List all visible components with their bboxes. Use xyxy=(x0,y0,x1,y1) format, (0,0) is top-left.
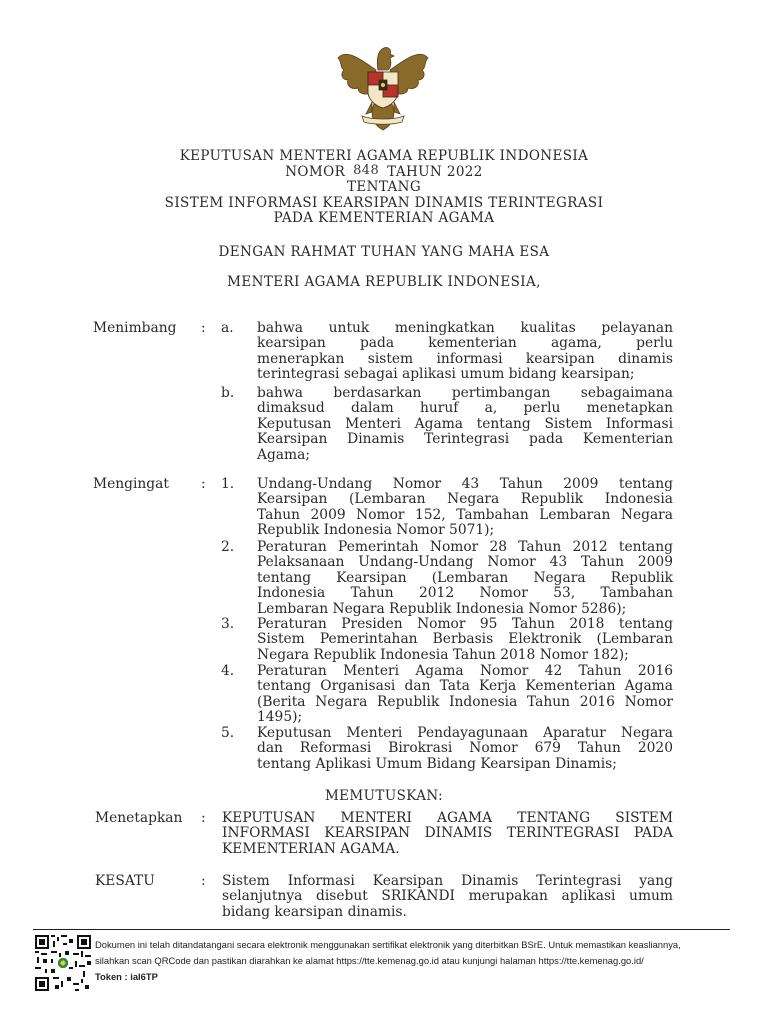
text-line: KEPUTUSAN MENTERI AGAMA TENTANG SISTEM xyxy=(222,810,673,826)
mengingat-item-3 xyxy=(257,617,673,663)
mengingat-marker-1: 1. xyxy=(221,476,235,492)
text-line: selanjutnya disebut SRIKANDI merupakan aplikasi umum xyxy=(222,888,673,905)
text-line: Peraturan Presiden Nomor 95 Tahun 2018 tentang xyxy=(257,616,673,632)
mengingat-item-4 xyxy=(257,664,673,726)
text-line: dan Reformasi Birokrasi Nomor 679 Tahun 2020 xyxy=(257,740,673,757)
mengingat-marker-2: 2. xyxy=(221,539,235,555)
text-line: menerapkan sistem informasi kearsipan dinamis xyxy=(257,350,673,367)
mengingat-label: Mengingat xyxy=(93,476,169,492)
text-line: Agama; xyxy=(257,446,310,463)
mengingat-marker-5: 5. xyxy=(221,725,235,741)
text-line: Pelaksanaan Undang-Undang Nomor 43 Tahun 2009 xyxy=(257,554,673,571)
mengingat-colon: : xyxy=(201,476,206,492)
text-line: Lembaran Negara Republik Indonesia Nomor 5286); xyxy=(257,600,627,617)
footer-divider xyxy=(33,929,730,930)
menetapkan-label: Menetapkan xyxy=(95,810,183,826)
text-line: (Berita Negara Republik Indonesia Tahun 2016 Nomor xyxy=(257,693,673,710)
tahun-label: TAHUN 2022 xyxy=(387,163,483,180)
text-line: bahwa berdasarkan pertimbangan sebagaimana xyxy=(257,385,673,401)
text-line: Peraturan Menteri Agama Nomor 42 Tahun 2016 xyxy=(257,663,673,679)
text-line: Kearsipan (Lembaran Negara Republik Indonesia xyxy=(257,491,673,508)
tentang-label: TENTANG xyxy=(346,179,422,195)
signature-notice xyxy=(95,937,755,985)
text-line: tentang Kearsipan (Lembaran Negara Republik xyxy=(257,569,673,586)
text-line: Kearsipan Dinamis Terintegrasi pada Kementerian xyxy=(257,431,673,448)
text-line: Tahun 2009 Nomor 152, Tambahan Lembaran Negara xyxy=(257,506,673,523)
text-line: tentang Aplikasi Umum Bidang Kearsipan Dinamis; xyxy=(257,755,617,772)
mengingat-item-2 xyxy=(257,540,673,617)
subject-line-2: PADA KEMENTERIAN AGAMA xyxy=(273,210,495,226)
memutuskan-heading: MEMUTUSKAN: xyxy=(324,788,444,804)
text-line: Sistem Pemerintahan Berbasis Elektronik (Lembaran xyxy=(257,631,673,648)
mengingat-marker-3: 3. xyxy=(221,616,235,632)
menimbang-label: Menimbang xyxy=(93,320,177,336)
text-line: KEMENTERIAN AGAMA. xyxy=(222,840,400,857)
mengingat-item-1 xyxy=(257,477,673,539)
text-line: Indonesia Tahun 2012 Nomor 53, Tambahan xyxy=(257,585,673,602)
text-line: Peraturan Pemerintah Nomor 28 Tahun 2012 tentang xyxy=(257,539,673,555)
menimbang-marker-a: a. xyxy=(221,320,234,336)
text-line: Sistem Informasi Kearsipan Dinamis Terintegrasi yang xyxy=(222,873,673,889)
menimbang-colon: : xyxy=(201,320,206,336)
text-line: Negara Republik Indonesia Tahun 2018 Nomor 182); xyxy=(257,646,629,663)
text-line: INFORMASI KEARSIPAN DINAMIS TERINTEGRASI PADA xyxy=(222,825,673,842)
decree-number-line xyxy=(0,162,768,181)
text-line: Keputusan Menteri Pendayagunaan Aparatur Negara xyxy=(257,725,673,741)
menimbang-marker-b: b. xyxy=(221,385,235,401)
text-line: Keputusan Menteri Agama tentang Sistem Informasi xyxy=(257,415,673,432)
decree-title: KEPUTUSAN MENTERI AGAMA REPUBLIK INDONESIA xyxy=(179,148,589,164)
text-line: Undang-Undang Nomor 43 Tahun 2009 tentang xyxy=(257,476,673,492)
kesatu-colon: : xyxy=(201,873,206,889)
token-label: Token : ial6TP xyxy=(95,971,158,982)
text-line: terintegrasi sebagai aplikasi umum bidang kearsipan; xyxy=(257,366,635,383)
kesatu-label: KESATU xyxy=(95,873,155,889)
text-line: bahwa untuk meningkatkan kualitas pelayanan xyxy=(257,320,673,336)
kesatu-text xyxy=(222,874,673,920)
subject-line-1: SISTEM INFORMASI KEARSIPAN DINAMIS TERINTEGRASI xyxy=(164,194,604,211)
garuda-emblem-icon xyxy=(332,40,434,136)
menetapkan-text xyxy=(222,811,673,857)
qr-code-icon xyxy=(35,935,91,991)
text-line: dimaksud dalam huruf a, perlu menetapkan xyxy=(257,400,673,417)
rahmat-line: DENGAN RAHMAT TUHAN YANG MAHA ESA xyxy=(218,244,550,260)
nomor-value: 848 xyxy=(353,162,380,178)
mengingat-item-5 xyxy=(257,726,673,772)
text-line: tentang Organisasi dan Tata Kerja Kementerian Agama xyxy=(257,678,673,695)
menimbang-item-a xyxy=(257,321,673,383)
text-line: Republik Indonesia Nomor 5071); xyxy=(257,522,495,539)
menetapkan-colon: : xyxy=(201,810,206,826)
text-line: bidang kearsipan dinamis. xyxy=(222,903,407,920)
nomor-label: NOMOR xyxy=(285,163,346,180)
mengingat-marker-4: 4. xyxy=(221,663,235,679)
signature-notice-line-1: Dokumen ini telah ditandatangani secara elektronik menggunakan sertifikat elektronik yang diterbitkan BSrE. Untuk memastikan keasliannya, xyxy=(95,939,681,950)
text-line: 1495); xyxy=(257,709,303,726)
decree-heading xyxy=(0,149,768,227)
menteri-line: MENTERI AGAMA REPUBLIK INDONESIA, xyxy=(227,274,541,290)
menimbang-item-b xyxy=(257,386,673,463)
text-line: kearsipan pada kementerian agama, perlu xyxy=(257,335,673,352)
signature-notice-line-2: silahkan scan QRCode dan pastikan diarahkan ke alamat https://tte.kemenag.go.id atau kunjungi halaman https://tte.kemenag.go.id/ xyxy=(95,955,644,966)
